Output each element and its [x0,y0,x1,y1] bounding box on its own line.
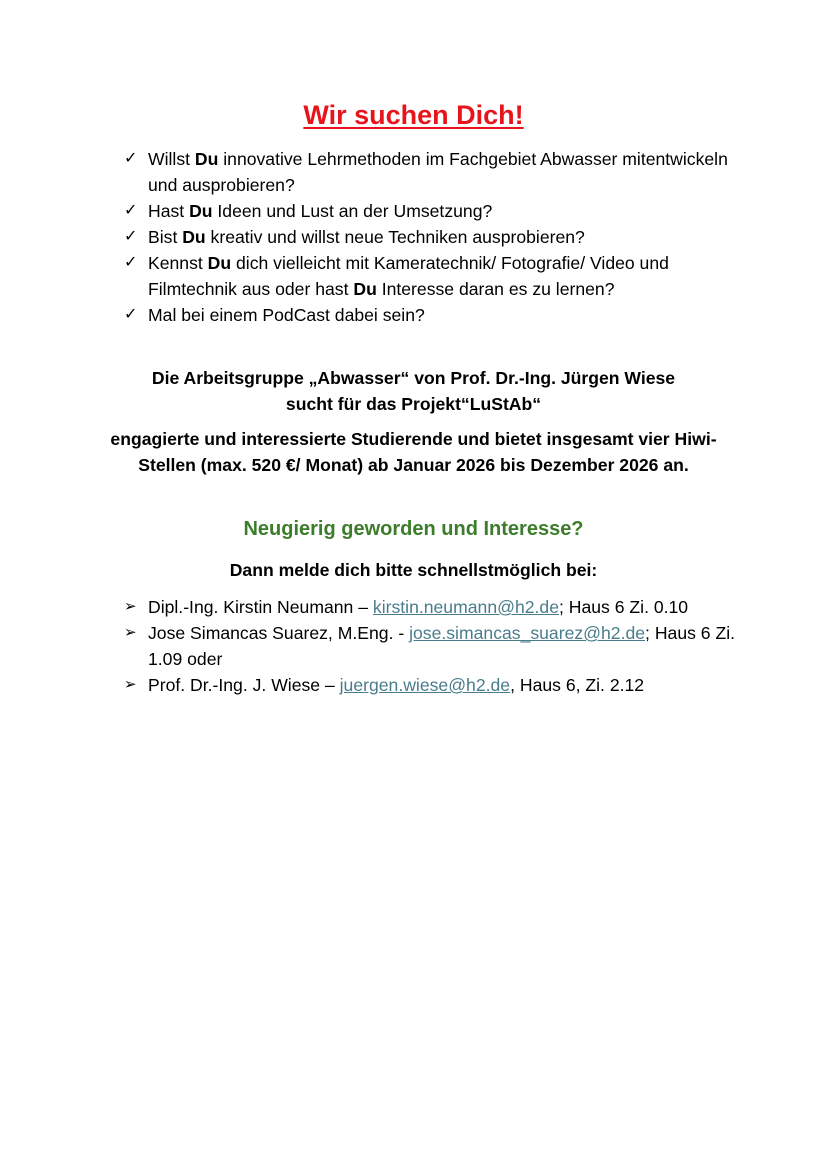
interest-heading: Neugierig geworden und Interesse? [243,518,584,540]
question-checklist [124,146,744,328]
contact-item [124,594,744,620]
checkmark-icon: ✓ [124,306,138,323]
contact-list [124,594,744,698]
project-line: sucht für das Projekt“LuStAb“ [285,394,542,414]
arrow-bullet-icon: ➢ [124,624,137,641]
contact-room: ; Haus 6 Zi. 1.09 oder [148,623,736,669]
contact-item [124,620,744,672]
checkmark-icon: ✓ [124,202,138,219]
list-item: ✓ Bist Du kreativ und willst neue Techniken ausprobieren? [124,224,744,250]
contact-item [124,672,744,698]
list-item: ✓ Hast Du Ideen und Lust an der Umsetzung? [124,198,744,224]
contact-name: Prof. Dr.-Ing. J. Wiese – [148,675,340,695]
list-item: ✓ Willst Du innovative Lehrmethoden im Fachgebiet Abwasser mitentwickeln und ausprobieren? [124,146,744,198]
contact-room: ; Haus 6 Zi. 0.10 [559,597,689,617]
contact-intro: Dann melde dich bitte schnellstmöglich bei: [229,560,598,580]
workgroup-paragraph [95,365,732,417]
offer-paragraph: engagierte und interessierte Studierende und bietet insgesamt vier Hiwi-Stellen (max. 520 €/ Monat) ab Januar 2026 bis Dezember 2026 an. [110,429,717,475]
email-link[interactable]: juergen.wiese@h2.de [339,675,511,695]
workgroup-line: Die Arbeitsgruppe „Abwasser“ von Prof. Dr.-Ing. Jürgen Wiese [151,368,676,388]
arrow-bullet-icon: ➢ [124,598,137,615]
email-link[interactable]: jose.simancas_suarez@h2.de [409,623,646,643]
checkmark-icon: ✓ [124,150,138,167]
contact-name: Dipl.-Ing. Kirstin Neumann – [148,597,373,617]
checkmark-icon: ✓ [124,228,138,245]
list-item: ✓ Kennst Du dich vielleicht mit Kameratechnik/ Fotografie/ Video und Filmtechnik aus oder hast Du Interesse daran es zu lernen? [124,250,744,302]
email-link[interactable]: kirstin.neumann@h2.de [372,597,559,617]
arrow-bullet-icon: ➢ [124,676,137,693]
page-title: Wir suchen Dich! [303,100,524,130]
checkmark-icon: ✓ [124,254,138,271]
contact-name: Jose Simancas Suarez, M.Eng. - [148,623,410,643]
contact-room: , Haus 6, Zi. 2.12 [510,675,645,695]
list-item: ✓ Mal bei einem PodCast dabei sein? [124,302,744,328]
